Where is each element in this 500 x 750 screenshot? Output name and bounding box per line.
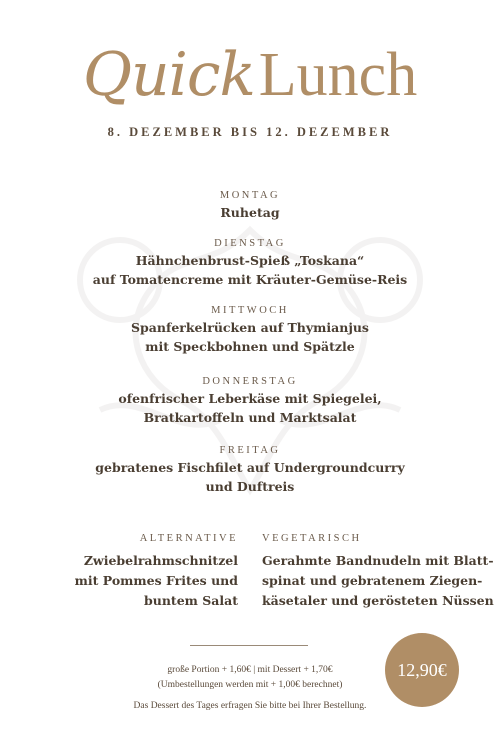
day-name: MONTAG [219,190,281,201]
footer-dessert-note: Das Dessert des Tages erfragen Sie bitte bei Ihrer Bestellung. [133,701,367,711]
dish-line: käsetaler und gerösteten Nüssen [262,593,494,608]
dish-line: Zwiebelrahmschnitzel [83,553,238,568]
dish-line: Ruhetag [220,205,280,220]
day-monday [0,190,500,222]
dish-line: mit Pommes Frites und [74,573,238,588]
day-friday [0,445,500,496]
day-name: DONNERSTAG [202,376,298,387]
divider-line [190,645,308,646]
dish-line: und Duftreis [205,479,295,494]
dish-line: buntem Salat [144,593,238,608]
day-name: MITTWOCH [211,305,289,316]
day-name: FREITAG [219,445,281,456]
section-name: VEGETARISCH [262,533,362,544]
dish-line: Spanferkelrücken auf Thymianjus [131,320,369,335]
dish-line: gebratenes Fischfilet auf Undergroundcurry [95,460,405,475]
day-wednesday [0,305,500,356]
menu-title [0,40,500,111]
title-lunch: Lunch [258,41,418,109]
day-tuesday [0,238,500,289]
date-range: 8. DEZEMBER BIS 12. DEZEMBER [107,125,393,139]
day-thursday [0,376,500,427]
footer-extras: große Portion + 1,60€ | mit Dessert + 1,70€ [167,665,333,675]
title-quick: Quick [82,40,255,110]
footer-rebooking-note: (Umbestellungen werden mit + 1,00€ berechnet) [157,680,343,690]
section-name: ALTERNATIVE [139,533,238,544]
dish-line: ofenfrischer Leberkäse mit Spiegelei, [118,391,382,406]
dish-line: Gerahmte Bandnudeln mit Blatt- [262,553,494,568]
day-name: DIENSTAG [214,238,286,249]
dish-line: Hähnchenbrust-Spieß „Toskana“ [135,253,365,268]
price-badge: 12,90€ [385,633,459,707]
dish-line: mit Speckbohnen und Spätzle [145,339,355,354]
vegetarian-section [262,533,494,611]
dish-line: auf Tomatencreme mit Kräuter-Gemüse-Reis [92,272,408,287]
alternative-section [75,533,238,611]
dish-line: spinat und gebratenem Ziegen- [262,573,483,588]
dish-line: Bratkartoffeln und Marktsalat [143,410,357,425]
